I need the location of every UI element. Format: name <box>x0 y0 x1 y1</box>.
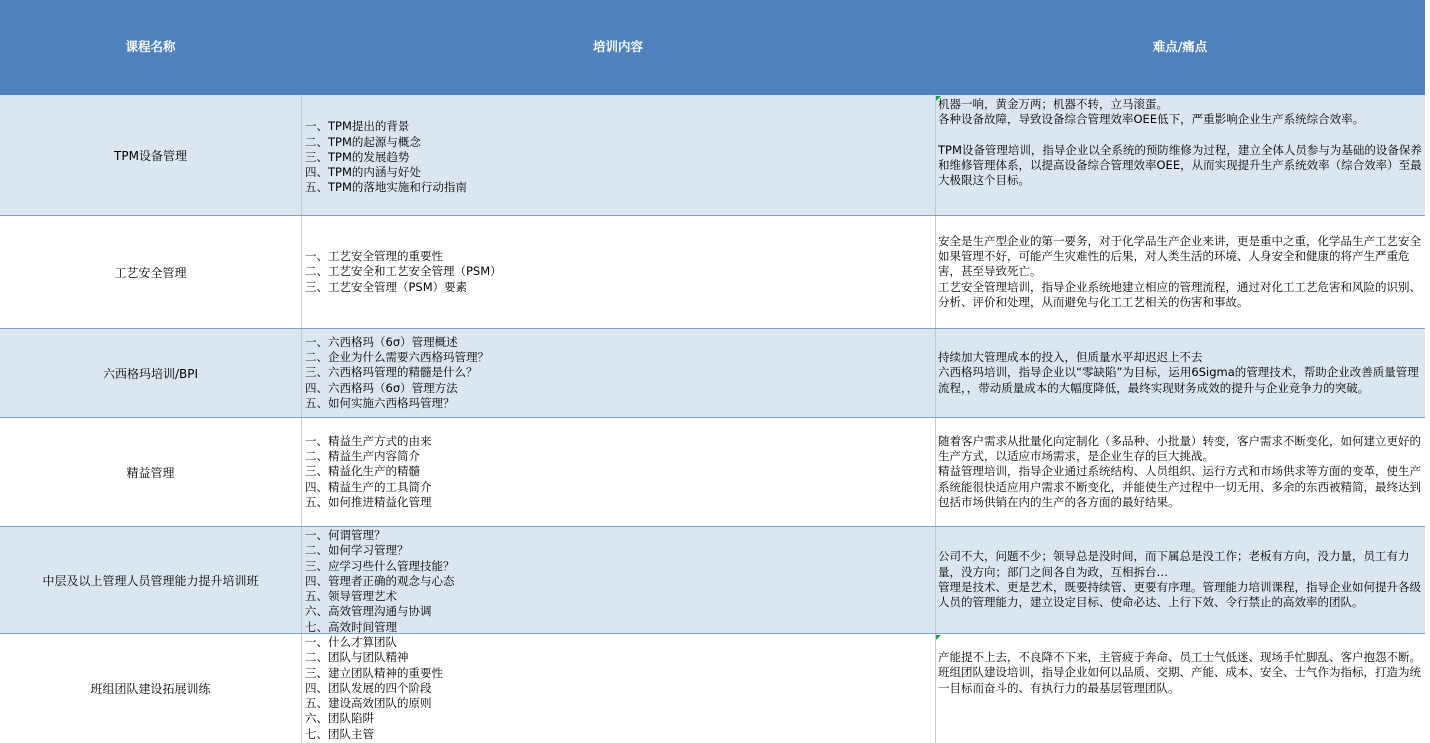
pain-text-blank <box>938 128 1422 143</box>
difficulties-cell[interactable] <box>935 95 1425 215</box>
pain-text: 安全是生产型企业的第一要务，对于化学品生产企业来讲，更是重中之重，化学品生产工艺安全如果管理不好，可能产生灾难性的后果，对人类生活的环境、人身安全和健康的将产生严重危害，甚至导致死亡。 <box>938 233 1421 279</box>
pain-text: 精益管理培训，指导企业通过系统结构、人员组织、运行方式和市场供求等方面的变革，使生产系统能很快适应用户需求不断变化，并能使生产过程中一切无用、多余的东西被精简，最终达到包括市场供销在内的生产的各方面的最好结果。 <box>938 464 1421 509</box>
content-item: 三、建立团队精神的重要性 <box>305 665 443 680</box>
content-item: 一、TPM提出的背景 <box>305 119 410 134</box>
pain-text: 随着客户需求从批量化向定制化（多品种、小批量）转变，客户需求不断变化，如何建立更好的生产方式，以适应市场需求，是企业生存的巨大挑战。 <box>938 433 1421 464</box>
training-content-cell[interactable] <box>301 634 935 743</box>
course-name-cell[interactable]: 精益管理 <box>126 465 175 480</box>
course-name-cell[interactable]: 六西格玛培训/BPI <box>102 366 199 381</box>
table-row <box>0 418 1425 527</box>
content-item: 一、精益生产方式的由来 <box>305 433 432 448</box>
content-item: 一、何谓管理？ <box>305 528 386 542</box>
content-item: 五、领导管理艺术 <box>305 589 397 604</box>
course-name-cell[interactable]: 中层及以上管理人员管理能力提升培训班 <box>42 573 259 588</box>
content-item: 七、高效时间管理 <box>305 619 397 633</box>
table-row <box>0 95 1425 216</box>
content-item: 五、如何实施六西格玛管理？ <box>305 395 455 410</box>
difficulties-cell[interactable] <box>935 418 1425 526</box>
header-training-content[interactable]: 培训内容 <box>592 39 643 54</box>
course-name-cell[interactable]: TPM设备管理 <box>114 148 187 163</box>
table-row <box>0 216 1425 329</box>
content-item: 三、六西格玛管理的精髓是什么？ <box>305 365 478 380</box>
content-item: 四、团队发展的四个阶段 <box>305 680 432 695</box>
pain-text: 持续加大管理成本的投入，但质量水平却迟迟上不去 <box>938 350 1203 365</box>
training-content-cell[interactable] <box>301 216 935 328</box>
course-name-cell[interactable]: 工艺安全管理 <box>114 265 187 280</box>
content-item: 一、六西格玛（6σ）管理概述 <box>305 334 458 349</box>
content-item: 六、团队陷阱 <box>305 711 374 726</box>
pain-text: 管理是技术、更是艺术，既要持续管、更要有序理。管理能力培训课程，指导企业如何提升各级人员的管理能力，建立设定目标、使命必达、上行下效、令行禁止的高效率的团队。 <box>938 580 1421 610</box>
content-item: 三、TPM的发展趋势 <box>305 149 410 164</box>
content-item: 六、高效管理沟通与协调 <box>305 604 432 619</box>
content-item: 二、如何学习管理？ <box>305 543 409 558</box>
content-item: 一、什么才算团队 <box>305 635 397 649</box>
content-item: 三、精益化生产的精髓 <box>305 464 420 479</box>
comment-indicator-icon <box>936 96 941 101</box>
content-item: 一、工艺安全管理的重要性 <box>305 249 443 264</box>
content-item: 五、如何推进精益化管理 <box>305 494 432 509</box>
header-row <box>0 0 1425 95</box>
table-row <box>0 634 1425 743</box>
pain-text: 公司不大，问题不少；领导总是没时间，而下属总是没工作；老板有方向，没力量，员工有力量，没方向；部门之间各自为政，互相拆台… <box>938 549 1410 579</box>
content-item: 二、工艺安全和工艺安全管理（PSM） <box>305 264 502 279</box>
training-content-cell[interactable] <box>301 418 935 526</box>
content-item: 二、TPM的起源与概念 <box>305 134 421 149</box>
difficulties-cell[interactable] <box>935 329 1425 417</box>
header-difficulties[interactable]: 难点/痛点 <box>1152 39 1208 54</box>
content-item: 三、工艺安全管理（PSM）要素 <box>305 279 468 294</box>
training-content-cell[interactable] <box>301 95 935 215</box>
table-row <box>0 329 1425 418</box>
sheet-edge <box>1425 0 1430 743</box>
content-item: 二、团队与团队精神 <box>305 650 409 665</box>
pain-text: 六西格玛培训，指导企业以“零缺陷”为目标，运用6Sigma的管理技术，帮助企业改善质量管理流程，，带动质量成本的大幅度降低，最终实现财务成效的提升与企业竞争力的突破。 <box>938 365 1419 395</box>
difficulties-cell[interactable] <box>935 216 1425 328</box>
difficulties-cell[interactable] <box>935 527 1425 633</box>
comment-indicator-icon <box>936 635 941 640</box>
header-course-name[interactable]: 课程名称 <box>125 39 176 54</box>
difficulties-cell[interactable] <box>935 634 1425 743</box>
table-row <box>0 527 1425 634</box>
training-content-cell[interactable] <box>301 527 935 633</box>
pain-text: 工艺安全管理培训，指导企业系统地建立相应的管理流程，通过对化工工艺危害和风险的识别、分析、评价和处理，从而避免与化工工艺相关的伤害和事故。 <box>938 279 1421 309</box>
content-item: 四、六西格玛（6σ）管理方法 <box>305 380 458 395</box>
content-item: 二、企业为什么需要六西格玛管理？ <box>305 350 489 365</box>
content-item: 四、TPM的内涵与好处 <box>305 165 421 180</box>
content-item: 二、精益生产内容简介 <box>305 449 420 464</box>
content-item: 四、管理者正确的观念与心态 <box>305 573 455 588</box>
pain-text: 机器一响，黄金万两；机器不转，立马滚蛋。 <box>938 97 1168 111</box>
content-item: 七、团队主管 <box>305 726 374 741</box>
course-name-cell[interactable]: 班组团队建设拓展训练 <box>90 682 211 696</box>
content-item: 五、TPM的落地实施和行动指南 <box>305 180 467 195</box>
training-content-cell[interactable] <box>301 329 935 417</box>
pain-text: TPM设备管理培训，指导企业以全系统的预防维修为过程，建立全体人员参与为基础的设备保养和维修管理体系，以提高设备综合管理效率OEE，从而实现提升生产系统效率（综合效率）至最大极限这个目标。 <box>938 142 1422 188</box>
content-item: 三、应学习些什么管理技能？ <box>305 558 455 573</box>
content-item: 四、精益生产的工具简介 <box>305 479 432 494</box>
content-item: 五、建设高效团队的原则 <box>305 696 432 711</box>
pain-text: 各种设备故障，导致设备综合管理效率OEE低下，严重影响企业生产系统综合效率。 <box>938 112 1365 127</box>
pain-text: 班组团队建设培训，指导企业如何以品质、交期、产能、成本、安全、士气作为指标，打造为统一目标而奋斗的、有执行力的最基层管理团队。 <box>938 665 1421 695</box>
pain-text: 产能提不上去，不良降不下来，主管疲于奔命、员工士气低迷、现场手忙脚乱、客户抱怨不断。 <box>938 650 1421 664</box>
